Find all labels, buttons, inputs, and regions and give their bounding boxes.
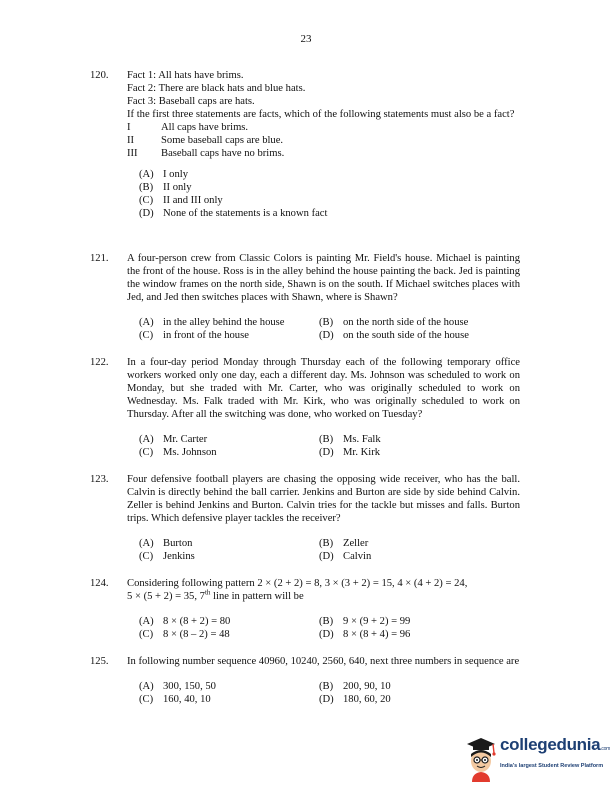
question-number: 125. [90,656,109,667]
option-c: (C) 160, 40, 10 [139,694,211,705]
option-d: (D) 8 × (8 + 4) = 96 [319,629,411,640]
question-number: 120. [90,70,109,81]
question-body [127,577,520,641]
option-c: (C) in front of the house [139,330,249,341]
option-c: (C) Ms. Johnson [139,447,217,458]
option-a: (A) in the alley behind the house [139,317,285,328]
option-b: (B) 9 × (9 + 2) = 99 [319,616,411,627]
option-c: (C) Jenkins [139,551,195,562]
fact-2: Fact 2: There are black hats and blue hats. [127,83,306,94]
question-body [127,69,520,220]
brand-name: collegedunia.com [500,735,610,754]
question-stem: If the first three statements are facts, which of the following statements must also be a fact? [127,109,515,120]
fact-1: Fact 1: All hats have brims. [127,70,244,81]
option-c: (C) II and III only [139,195,223,206]
option-a: (A) 300, 150, 50 [139,681,216,692]
option-b: (B) II only [139,182,192,193]
option-d: (D) 180, 60, 20 [319,694,391,705]
question-body [127,473,520,563]
option-a: (A) I only [139,169,189,180]
option-a: (A) Burton [139,538,193,549]
option-d: (D) Mr. Kirk [319,447,381,458]
option-b: (B) Zeller [319,538,369,549]
option-c: (C) 8 × (8 – 2) = 48 [139,629,230,640]
statement-iii: III Baseball caps have no brims. [127,148,285,159]
option-b: (B) 200, 90, 10 [319,681,391,692]
question-number: 122. [90,357,109,368]
options-grid [139,615,520,641]
fact-3: Fact 3: Baseball caps are hats. [127,96,255,107]
option-a: (A) Mr. Carter [139,434,208,445]
page-number: 23 [300,33,312,45]
question-number: 121. [90,253,109,264]
options-grid [139,537,520,563]
mascot-icon [464,736,498,782]
statement-ii: II Some baseball caps are blue. [127,135,284,146]
question-stem-line-1: Considering following pattern 2 × (2 + 2) = 8, 3 × (3 + 2) = 15, 4 × (4 + 2) = 24, [127,578,468,589]
option-a: (A) 8 × (8 + 2) = 80 [139,616,231,627]
question-number: 123. [90,474,109,485]
question-number: 124. [90,578,109,589]
question-stem: A four-person crew from Classic Colors is painting Mr. Field's house. Michael is painting the front of the house. Ross is in the alley behind the house painting the back. Jed is painting the window frames on the north side, Shawn is on the south. If Michael switches places with Jed, and Jed then switches places with Shawn, where is Shawn? [127,253,520,303]
statement-i: I All caps have brims. [127,122,249,133]
question-body [127,252,520,342]
options-grid [139,680,520,706]
brand-tagline: India's largest Student Review Platform [500,763,604,769]
question-stem: Four defensive football players are chasing the opposing wide receiver, who has the ball. Calvin is directly behind the ball carrier. Jenkins and Burton are side by side behind Calvin. Zeller is behind Jenkins and Burton. Calvin tries for the tackle but misses and falls. Burton trips. Which defensive player tackles the receiver? [127,474,520,524]
option-b: (B) Ms. Falk [319,434,381,445]
collegedunia-logo[interactable] [464,735,610,784]
options-grid [139,316,520,342]
options-grid [139,433,520,459]
question-stem: In following number sequence 40960, 10240, 2560, 640, next three numbers in sequence are [127,656,520,667]
option-d: (D) Calvin [319,551,372,562]
option-b: (B) on the north side of the house [319,317,469,328]
question-stem: In a four-day period Monday through Thursday each of the following temporary office workers worked only one day, each a different day. Ms. Johnson was scheduled to work on Monday, but she traded with Mr. Carter, who was originally scheduled to work on Wednesday. Ms. Falk traded with Mr. Kirk, who was originally scheduled to work on Thursday. After all the switching was done, who worked on Tuesday? [127,357,520,420]
option-d: (D) None of the statements is a known fact [139,208,328,219]
question-stem-line-2: 5 × (5 + 2) = 35, 7th line in pattern will be [127,588,304,602]
options-list [139,168,520,220]
question-body [127,655,520,706]
question-body [127,356,520,459]
option-d: (D) on the south side of the house [319,330,469,341]
